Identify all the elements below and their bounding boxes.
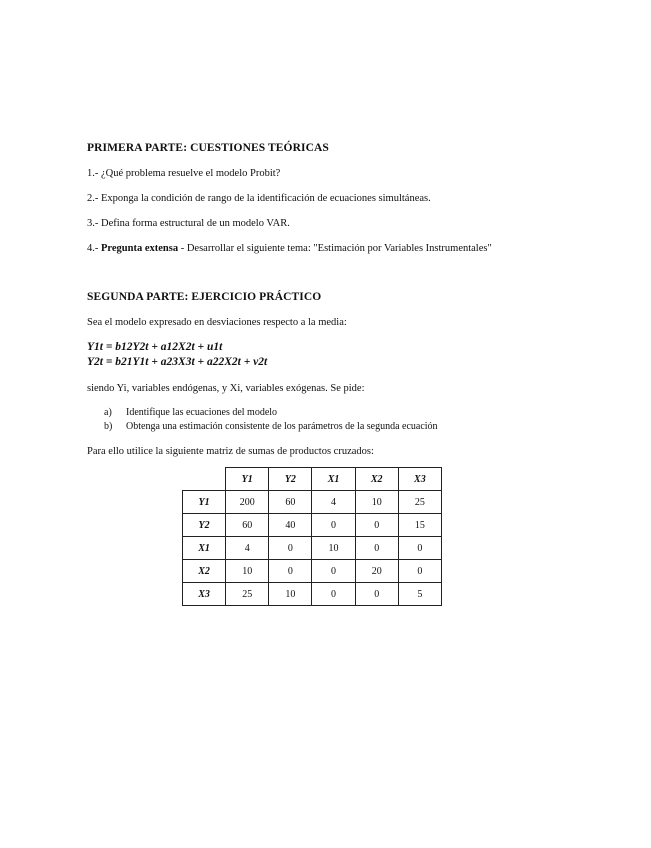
table-row — [183, 491, 442, 514]
matrix-cell: 0 — [312, 583, 355, 606]
matrix-cell: 15 — [398, 514, 441, 537]
table-row — [183, 514, 442, 537]
matrix-column-header: X2 — [355, 468, 398, 491]
matrix-row-header: Y1 — [183, 491, 226, 514]
table-row — [183, 583, 442, 606]
matrix-cell: 0 — [269, 560, 312, 583]
list-item — [104, 421, 438, 432]
matrix-cell: 10 — [269, 583, 312, 606]
matrix-cell: 25 — [226, 583, 269, 606]
matrix-column-header: Y2 — [269, 468, 312, 491]
matrix-cell: 0 — [355, 537, 398, 560]
list-item — [104, 407, 277, 418]
list-item-text: Identifique las ecuaciones del modelo — [126, 407, 278, 418]
matrix-row-header: X3 — [183, 583, 226, 606]
matrix-column-header: X1 — [312, 468, 355, 491]
model-intro: Sea el modelo expresado en desviaciones respecto a la media: — [87, 317, 347, 328]
matrix-column-header: Y1 — [226, 468, 269, 491]
matrix-cell: 40 — [269, 514, 312, 537]
matrix-cell: 0 — [398, 537, 441, 560]
question-4-rest: - Desarrollar el siguiente tema: "Estimación por Variables Instrumentales" — [178, 243, 492, 254]
question-4 — [87, 243, 492, 254]
matrix-cell: 10 — [226, 560, 269, 583]
matrix-cell: 4 — [226, 537, 269, 560]
list-item-label: b) — [104, 421, 113, 432]
matrix-cell: 200 — [226, 491, 269, 514]
list-item-label: a) — [104, 407, 112, 418]
question-4-prefix: 4.- — [87, 243, 101, 254]
matrix-cell: 0 — [312, 514, 355, 537]
list-item-text: Obtenga una estimación consistente de los parámetros de la segunda ecuación — [126, 421, 438, 432]
question-2: 2.- Exponga la condición de rango de la identificación de ecuaciones simultáneas. — [87, 193, 431, 204]
matrix-cell: 0 — [312, 560, 355, 583]
matrix-cell: 60 — [269, 491, 312, 514]
matrix-column-header: X3 — [398, 468, 441, 491]
equation-1: Y1t = b12Y2t + a12X2t + u1t — [87, 341, 223, 353]
question-3: 3.- Defina forma estructural de un modelo VAR. — [87, 218, 290, 229]
matrix-cell: 10 — [355, 491, 398, 514]
matrix-header-row — [183, 468, 442, 491]
matrix-cell: 60 — [226, 514, 269, 537]
matrix-cell: 4 — [312, 491, 355, 514]
matrix-cell: 0 — [355, 583, 398, 606]
matrix-intro: Para ello utilice la siguiente matriz de sumas de productos cruzados: — [87, 446, 374, 457]
part1-heading: PRIMERA PARTE: CUESTIONES TEÓRICAS — [87, 142, 329, 154]
equation-2: Y2t = b21Y1t + a23X3t + a22X2t + v2t — [87, 356, 268, 368]
matrix-cell: 0 — [269, 537, 312, 560]
matrix-cell: 0 — [355, 514, 398, 537]
matrix-cell: 25 — [398, 491, 441, 514]
question-4-bold: Pregunta extensa — [101, 243, 179, 254]
question-1: 1.- ¿Qué problema resuelve el modelo Probit? — [87, 168, 281, 179]
variables-description: siendo Yi, variables endógenas, y Xi, variables exógenas. Se pide: — [87, 383, 365, 394]
cross-products-matrix — [182, 467, 442, 606]
matrix-cell: 10 — [312, 537, 355, 560]
matrix-row-header: X1 — [183, 537, 226, 560]
table-row — [183, 560, 442, 583]
matrix-row-header: Y2 — [183, 514, 226, 537]
matrix-row-header: X2 — [183, 560, 226, 583]
part2-heading: SEGUNDA PARTE: EJERCICIO PRÁCTICO — [87, 291, 322, 303]
matrix-cell: 0 — [398, 560, 441, 583]
table-row — [183, 537, 442, 560]
matrix-corner — [183, 468, 226, 491]
matrix-cell: 20 — [355, 560, 398, 583]
matrix-cell: 5 — [398, 583, 441, 606]
